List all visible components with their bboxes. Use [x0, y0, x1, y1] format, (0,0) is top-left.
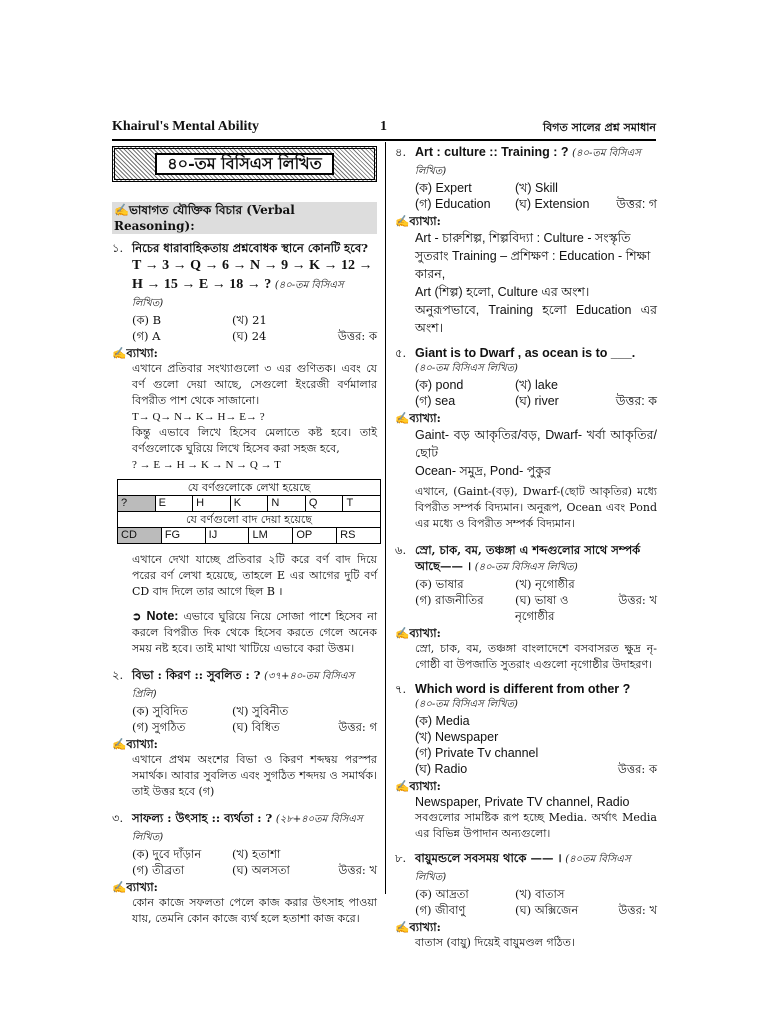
- exam-title-box: [112, 146, 377, 182]
- option-a: (ক) B: [132, 313, 162, 327]
- option-c: (গ) রাজনীতির: [415, 593, 484, 607]
- explanation-text: স্রো, চাক, বম, তঞ্চঙ্গা বাংলাদেশে বসবাসরত ক্ষুদ্র নৃ-গোষ্ঠী বা উপজাতি সুতরাং এগুলো নৃগোষ্ঠীর উদাহরণ।: [415, 642, 657, 671]
- table-cell: E: [156, 496, 194, 511]
- sequence-ordered: ? → E → H → K → N → Q → T: [132, 459, 281, 471]
- table-cell: LM: [249, 528, 293, 543]
- option-c: (গ) সুগঠিত: [132, 720, 186, 734]
- option-d: (ঘ) river: [515, 394, 559, 408]
- option-c: (গ) জীবাণু: [415, 903, 466, 917]
- question-4: [395, 144, 657, 180]
- options: [132, 312, 377, 344]
- question-8: [395, 850, 657, 886]
- question-text: Which word is different from other ?: [415, 682, 631, 696]
- option-d: (ঘ) অক্সিজেন: [515, 903, 579, 917]
- question-text: স্রো, চাক, বম, তঞ্চঙ্গা এ শব্দগুলোর সাথে সম্পর্ক আছে—— ।: [415, 543, 641, 573]
- options: [132, 703, 377, 735]
- option-b: (খ) নৃগোষ্ঠীর: [515, 577, 575, 591]
- question-number: ৫.: [395, 346, 407, 360]
- question-number: ১.: [112, 241, 124, 255]
- question-text: নিচের ধারাবাহিকতায় প্রশ্নবোধক স্থানে কোনটি হবে?: [132, 241, 368, 255]
- explanation-text: সবগুলোর সামষ্টিক রূপ হচ্ছে Media. অর্থাৎ Media এর বিভিন্ন উপাদান অন্যগুলো।: [415, 811, 657, 840]
- option-c: (গ) sea: [415, 394, 456, 408]
- explanation-line: অনুরূপভাবে, Training হলো Education এর অংশ।: [415, 303, 657, 335]
- options: [415, 377, 657, 409]
- table-cell: OP: [293, 528, 337, 543]
- pen-icon: ✍: [114, 203, 129, 217]
- note: [132, 608, 377, 657]
- option-a: (ক) pond: [415, 378, 464, 392]
- question-5: [395, 345, 657, 361]
- page-number: 1: [380, 119, 387, 134]
- pen-icon: ✍: [112, 346, 127, 360]
- section-heading: ✍ভাষাগত যৌক্তিক বিচার (Verbal Reasoning):: [112, 202, 377, 234]
- option-b: (খ) Skill: [515, 181, 558, 195]
- question-3: [112, 810, 377, 846]
- question-2: [112, 667, 377, 703]
- option-a: (ক) Expert: [415, 181, 472, 195]
- option-d: (ঘ) অলসতা: [232, 863, 290, 877]
- question-number: ৪.: [395, 145, 407, 159]
- page-header: [112, 119, 656, 139]
- explanation-text: এখানে প্রথম অংশের বিভা ও কিরণ শব্দদ্বয় পরস্পর সমার্থক। আবার সুবলিত এবং সুগঠিত শব্দদয় ও সমার্থক। তাই উত্তর হবে (গ): [132, 753, 377, 798]
- question-source: (৪০-তম বিসিএস লিখিত): [474, 562, 578, 573]
- explanation-text: এখানে, (Gaint-(বড়), Dwarf-(ছোট আকৃতির) মধ্যে বিপরীত সম্পর্ক বিদ্যমান। অনুরূপ, Ocean এবং Pond এর মধ্যে ও বিপরীত সম্পর্ক বিদ্যমান।: [415, 485, 657, 530]
- question-text: সাফল্য : উৎসাহ :: ব্যর্থতা : ?: [132, 811, 273, 825]
- header-book-title: Khairul's Mental Ability: [112, 119, 260, 134]
- table-row: [118, 528, 380, 543]
- option-b: (খ) lake: [515, 378, 558, 392]
- left-column: [112, 144, 377, 927]
- explanation-text: কোন কাজে সফলতা পেলে কাজ করার উৎসাহ পাওয়া যায়, তেমনি কোন কাজে ব্যর্থ হলে হতাশা কাজ করে।: [132, 896, 377, 925]
- option-a: (ক) দুবে দাঁড়ান: [132, 847, 202, 861]
- pen-icon: ✍: [395, 779, 410, 793]
- sequence-line-2: H → 15 → E → 18 → ?: [132, 277, 272, 292]
- option-d: (ঘ) Radio: [415, 762, 468, 776]
- question-source: (৪০-তম বিসিএস লিখিত): [415, 148, 641, 177]
- pen-icon: ✍: [112, 880, 127, 894]
- question-source: (৪০তম বিসিএস লিখিত): [415, 854, 631, 883]
- option-d: (ঘ) Extension: [515, 197, 590, 211]
- note-text: এভাবে ঘুরিয়ে নিয়ে সোজা পাশে হিসেব না করলে বিপরীত দিক থেকে হিসেব করতে গেলে অনেক সময় নষ্ট হবে। তাই মাথা খাটিয়ে এভাবে করা উত্তম।: [132, 610, 378, 655]
- question-source: (৪০-তম বিসিএস লিখিত): [415, 363, 518, 374]
- option-row: [415, 761, 657, 777]
- option-a: (ক) আদ্রতা: [415, 887, 469, 901]
- table-cell: IJ: [206, 528, 250, 543]
- option-b: (খ) হতাশা: [232, 847, 281, 861]
- pen-icon: ✍: [395, 920, 410, 934]
- explanation-text: কিন্তু এভাবে লিখে হিসেব মেলাতে কষ্ট হবে। তাই বর্ণগুলোকে ঘুরিয়ে লিখে হিসেব করা সহজ হবে,: [132, 426, 377, 455]
- answer: উত্তর: গ: [338, 720, 377, 734]
- note-arrow-icon: ➲: [132, 610, 147, 623]
- question-6: [395, 542, 657, 576]
- option-c: (গ) Private Tv channel: [415, 746, 539, 760]
- answer: উত্তর: খ: [618, 593, 657, 607]
- question-number: ৩.: [112, 811, 124, 825]
- sequence-reversed: T→ Q→ N→ K→ H→ E→ ?: [132, 411, 265, 423]
- option-d: (ঘ) 24: [232, 329, 267, 343]
- explanation-line: সুতরাং Training – প্রশিক্ষণ : Education - শিক্ষা: [415, 249, 651, 263]
- question-text: বায়ুমন্ডলে সবসময় থাকে —— ।: [415, 851, 562, 865]
- table-cell: Q: [306, 496, 344, 511]
- question-source: (৩৭+৪০-তম বিসিএস প্রিলি): [132, 671, 355, 700]
- option-c: (গ) Education: [415, 197, 491, 211]
- explanation-line: Art (শিল্প) হলো, Culture এর অংশ।: [415, 285, 590, 299]
- option-a: (ক) Media: [415, 714, 470, 728]
- option-b: (খ) বাতাস: [515, 887, 565, 901]
- table-row: [118, 496, 380, 512]
- pen-icon: ✍: [395, 411, 410, 425]
- table-cell: T: [346, 497, 354, 509]
- table-cell: N: [268, 496, 306, 511]
- explanation-line: Newspaper, Private TV channel, Radio: [415, 795, 630, 809]
- table-caption: যে বর্ণগুলোকে লেখা হয়েছে: [118, 480, 380, 496]
- option-b: (খ) 21: [232, 313, 267, 327]
- header-section-title: বিগত সালের প্রশ্ন সমাধান: [543, 121, 656, 134]
- explanation-text: এখানে প্রতিবার সংখ্যাগুলো ৩ এর গুণিতক। এবং যে বর্ণ গুলো দেয়া আছে, সেগুলো ইংরেজী বর্ণমালার বিপরীত পাশ থেকে সাজানো।: [132, 362, 377, 407]
- header-rule: [112, 139, 656, 141]
- question-source: (৪০-তম বিসিএস লিখিত): [415, 699, 518, 710]
- option-b: (খ) সুবিনীত: [232, 704, 289, 718]
- option-b: (খ) Newspaper: [415, 730, 499, 744]
- answer: উত্তর: খ: [338, 863, 377, 877]
- explanation-line: Gaint- বড় আকৃতির/বড়, Dwarf- খর্বা আকৃতির/ছোট: [415, 428, 657, 460]
- option-d: (ঘ) বিধিত: [232, 720, 280, 734]
- exam-title: ৪০-তম বিসিএস লিখিত: [155, 153, 333, 175]
- option-c: (গ) A: [132, 329, 161, 343]
- explanation-label: ✍ব্যাখ্যা:: [395, 779, 441, 793]
- explanation-label: ✍ব্যাখ্যা:: [112, 346, 158, 360]
- right-column: [395, 144, 657, 951]
- options: [415, 576, 657, 624]
- table-caption: যে বর্ণগুলো বাদ দেয়া হয়েছে: [118, 512, 380, 528]
- question-number: ৮.: [395, 851, 407, 865]
- answer: উত্তর: ক: [617, 762, 657, 776]
- explanation-line: Art - চারুশিল্প, শিল্পবিদ্যা : Culture - সংস্কৃতি: [415, 231, 631, 245]
- question-source: (২৮+৪০তম বিসিএস লিখিত): [132, 814, 363, 843]
- answer: উত্তর: ক: [615, 394, 657, 408]
- table-cell: H: [193, 496, 231, 511]
- explanation-label: ✍ব্যাখ্যা:: [112, 880, 158, 894]
- explanation-text: বাতাস (বায়ু) দিয়েই বায়ুমণ্ডল গঠিত।: [415, 936, 575, 949]
- answer: উত্তর: ক: [337, 329, 377, 343]
- question-number: ৬.: [395, 543, 407, 557]
- table-cell: ?: [118, 496, 156, 511]
- answer: উত্তর: গ: [616, 197, 657, 211]
- option-d: (ঘ) ভাষা ও নৃগোষ্ঠীর: [515, 593, 569, 623]
- options: [415, 180, 657, 212]
- options: [132, 846, 377, 878]
- explanation-line: Ocean- সমুদ্র, Pond- পুকুর: [415, 464, 551, 478]
- question-number: ২.: [112, 668, 124, 682]
- explanation-label: ✍ব্যাখ্যা:: [395, 214, 441, 228]
- options: [415, 886, 657, 918]
- answer: উত্তর: খ: [618, 903, 657, 917]
- option-a: (ক) সুবিদিত: [132, 704, 188, 718]
- note-label: Note:: [146, 609, 179, 623]
- pen-icon: ✍: [112, 737, 127, 751]
- question-text: Art : culture :: Training : ?: [415, 145, 569, 159]
- table-cell: CD: [118, 528, 162, 543]
- explanation-label: ✍ব্যাখ্যা:: [395, 626, 441, 640]
- column-divider: [385, 142, 386, 894]
- table-cell: K: [231, 496, 269, 511]
- letter-table: [117, 479, 381, 544]
- sequence-line-1: T → 3 → Q → 6 → N → 9 → K → 12 →: [132, 258, 373, 273]
- pen-icon: ✍: [395, 214, 410, 228]
- question-text: Giant is to Dwarf , as ocean is to ___.: [415, 346, 636, 360]
- option-c: (গ) তীব্রতা: [132, 863, 185, 877]
- pen-icon: ✍: [395, 626, 410, 640]
- explanation-text: এখানে দেখা যাচ্ছে প্রতিবার ২টি করে বর্ণ বাদ দিয়ে পরের বর্ণ লেখা হয়েছে, তাহলে E এর আগের দুটি বর্ণ CD বাদ দিলে তার আগে ছিল B ।: [132, 553, 377, 598]
- question-text: বিভা : কিরণ :: সুবলিত : ?: [132, 668, 261, 682]
- question-1: [112, 240, 377, 256]
- table-cell: RS: [340, 529, 356, 541]
- explanation-label: ✍ব্যাখ্যা:: [112, 737, 158, 751]
- explanation-label: ✍ব্যাখ্যা:: [395, 411, 441, 425]
- question-7: [395, 681, 657, 697]
- question-number: ৭.: [395, 682, 407, 696]
- explanation-label: ✍ব্যাখ্যা:: [395, 920, 441, 934]
- option-a: (ক) ভাষার: [415, 577, 464, 591]
- table-cell: FG: [162, 528, 206, 543]
- question-source: (৪০-তম বিসিএস লিখিত): [132, 280, 344, 309]
- explanation-line: কারন,: [415, 267, 446, 281]
